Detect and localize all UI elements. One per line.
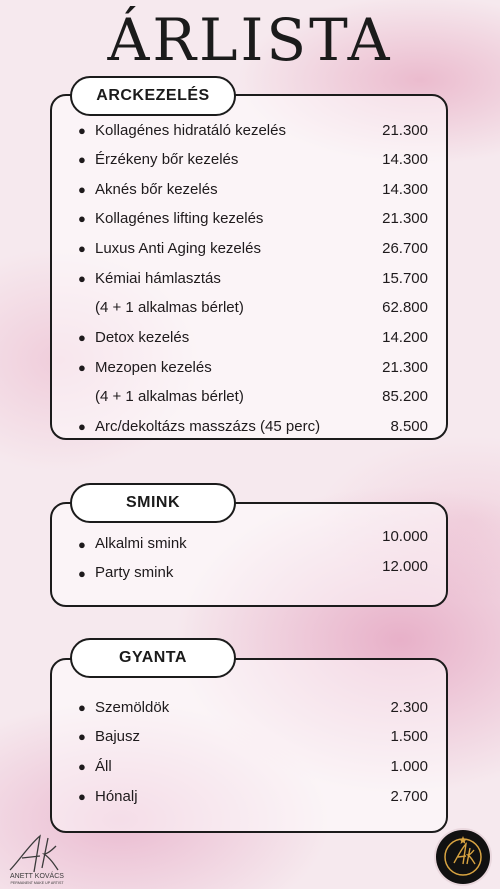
item-name: Hónalj bbox=[95, 787, 138, 805]
price-list-item bbox=[78, 384, 428, 408]
price-list-item bbox=[78, 295, 428, 319]
price-list-item bbox=[78, 147, 428, 171]
item-price: 62.800 bbox=[382, 298, 428, 316]
price-list-item bbox=[78, 724, 428, 748]
item-name: Kollagénes lifting kezelés bbox=[95, 209, 264, 227]
item-price: 1.000 bbox=[390, 757, 428, 775]
bullet-icon: ● bbox=[78, 210, 86, 226]
bullet-icon: ● bbox=[78, 270, 86, 286]
item-price: 14.300 bbox=[382, 180, 428, 198]
item-name: Luxus Anti Aging kezelés bbox=[95, 239, 261, 257]
item-price: 15.700 bbox=[382, 269, 428, 287]
gyanta-heading: GYANTA bbox=[70, 638, 236, 678]
item-name: Arc/dekoltázs masszázs (45 perc) bbox=[95, 417, 321, 435]
price-list-item bbox=[78, 754, 428, 778]
smink-heading: SMINK bbox=[70, 483, 236, 523]
bullet-icon: ● bbox=[78, 122, 86, 138]
price-list-item bbox=[78, 266, 428, 290]
price-list-item bbox=[78, 784, 428, 808]
bullet-icon: ● bbox=[78, 329, 86, 345]
item-price: 10.000 bbox=[382, 528, 428, 545]
price-list-item bbox=[78, 236, 428, 260]
item-price: 2.700 bbox=[390, 787, 428, 805]
item-price: 21.300 bbox=[382, 358, 428, 376]
item-name: Aknés bőr kezelés bbox=[95, 180, 218, 198]
item-price: 21.300 bbox=[382, 209, 428, 227]
logo-subtext: PERMANENT MAKE UP ARTIST bbox=[10, 881, 64, 885]
bullet-icon: ● bbox=[78, 699, 86, 715]
bullet-icon: ● bbox=[78, 240, 86, 256]
bullet-icon: ● bbox=[78, 537, 86, 552]
item-name: Szemöldök bbox=[95, 698, 170, 716]
bullet-icon: ● bbox=[78, 418, 86, 434]
item-price: 14.200 bbox=[382, 328, 428, 346]
bullet-icon: ● bbox=[78, 151, 86, 167]
bullet-icon: ● bbox=[78, 566, 86, 581]
price-list-item bbox=[78, 355, 428, 379]
price-list-item bbox=[78, 206, 428, 230]
price-list-item bbox=[78, 528, 428, 557]
price-list-item bbox=[78, 695, 428, 719]
price-list-item bbox=[78, 414, 428, 438]
item-name: Kollagénes hidratáló kezelés bbox=[95, 121, 286, 139]
item-name: Party smink bbox=[95, 564, 174, 581]
price-list-item bbox=[78, 177, 428, 201]
item-name: Kémiai hámlasztás bbox=[95, 269, 221, 287]
item-price: 14.300 bbox=[382, 150, 428, 168]
price-list-item bbox=[78, 325, 428, 349]
bullet-icon: ● bbox=[78, 758, 86, 774]
gold-monogram-badge-icon bbox=[436, 830, 490, 884]
item-name: Alkalmi smink bbox=[95, 535, 187, 552]
logo-text: ANETT KOVÁCS bbox=[10, 873, 64, 880]
bullet-icon: ● bbox=[78, 728, 86, 744]
bullet-icon: ● bbox=[78, 788, 86, 804]
item-price: 1.500 bbox=[390, 727, 428, 745]
item-name: Detox kezelés bbox=[95, 328, 190, 346]
arckezeles-heading: ARCKEZELÉS bbox=[70, 76, 236, 116]
item-name: (4 + 1 alkalmas bérlet) bbox=[95, 387, 244, 405]
item-price: 2.300 bbox=[390, 698, 428, 716]
item-name: Bajusz bbox=[95, 727, 141, 745]
item-price: 8.500 bbox=[390, 417, 428, 435]
item-name: Áll bbox=[95, 757, 112, 775]
item-price: 21.300 bbox=[382, 121, 428, 139]
ak-monogram-icon bbox=[4, 832, 70, 886]
price-list-item bbox=[78, 118, 428, 142]
item-price: 85.200 bbox=[382, 387, 428, 405]
item-price: 26.700 bbox=[382, 239, 428, 257]
item-price: 12.000 bbox=[382, 558, 428, 575]
item-name: (4 + 1 alkalmas bérlet) bbox=[95, 298, 244, 316]
price-list-item bbox=[78, 558, 428, 586]
bullet-icon: ● bbox=[78, 359, 86, 375]
item-name: Érzékeny bőr kezelés bbox=[95, 150, 239, 168]
bullet-icon: ● bbox=[78, 181, 86, 197]
page-title: ÁRLISTA bbox=[107, 6, 393, 74]
item-name: Mezopen kezelés bbox=[95, 358, 212, 376]
